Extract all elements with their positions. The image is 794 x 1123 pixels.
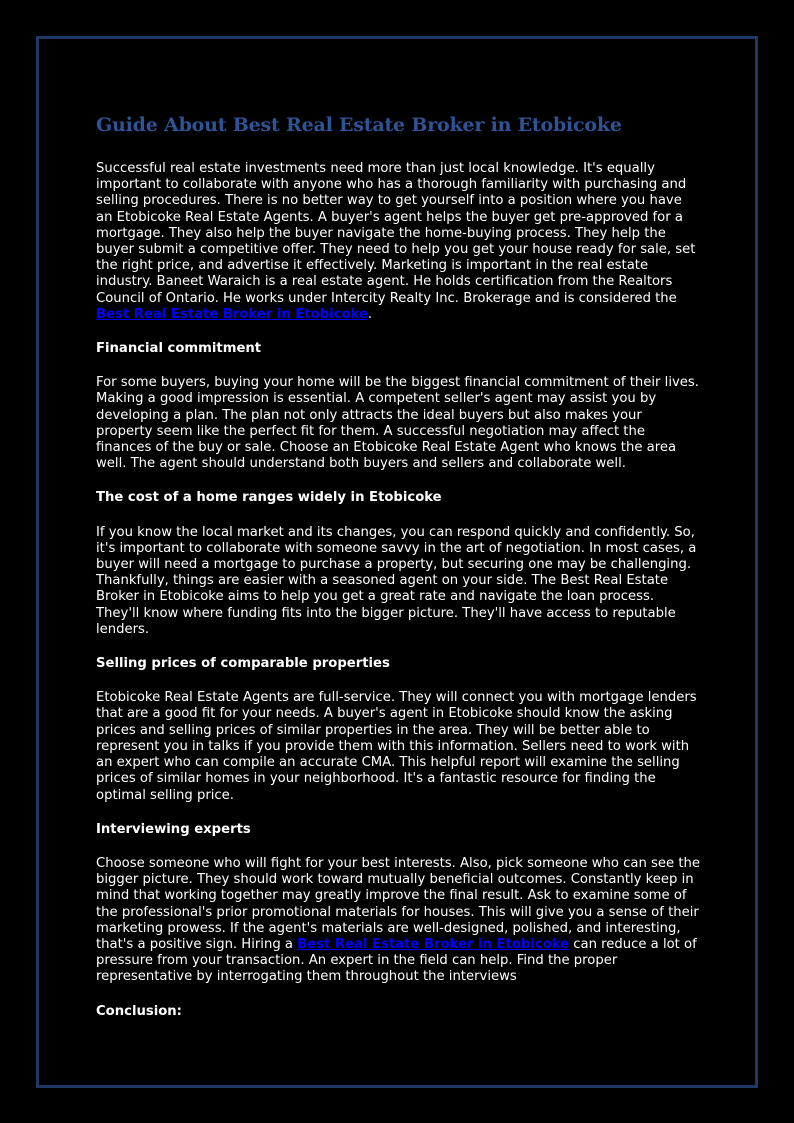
broker-link-intro[interactable]: Best Real Estate Broker in Etobicoke [96, 306, 368, 322]
heading-financial-commitment: Financial commitment [96, 341, 262, 357]
paragraph-financial-commitment: For some buyers, buying your home will be the biggest financial commitment of their lives. Making a good impression is essential. A competent seller's agent may assist you by developing a plan. The plan not only attracts the ideal buyers but also makes your property seem like the perfect fit for them. A successful negotiation may affect the finances of the buy or sale. Choose an Etobicoke Real Estate Agent who knows the area well. The agent should understand both buyers and sellers and collaborate well. [96, 375, 699, 472]
paragraph-cost-of-home: If you know the local market and its changes, you can respond quickly and confidently. So, it's important to collaborate with someone savvy in the art of negotiation. In most cases, a buyer will need a mortgage to purchase a property, but securing one may be challenging. Thankfully, things are easier with a seasoned agent on your side. The Best Real Estate Broker in Etobicoke aims to help you get a great rate and navigate the loan process. They'll know where funding fits into the bigger picture. They'll have access to reputable lenders. [96, 524, 697, 637]
intro-text: Successful real estate investments need more than just local knowledge. It's equally important to collaborate with anyone who has a thorough familiarity with purchasing and selling procedures. There is no better way to get yourself into a position where you have an Etobicoke Real Estate Agents. A buyer's agent helps the buyer get pre-approved for a mortgage. They also help the buyer navigate the home-buying process. They help the buyer submit a competitive offer. They need to help you get your house ready for sale, set the right price, and advertise it effectively. Marketing is important in the real estate industry. Baneet Waraich is a real estate agent. He holds certification from the Realtors Council of Ontario. He works under Intercity Realty Inc. Brokerage and is considered the [96, 161, 696, 306]
paragraph-selling-prices: Etobicoke Real Estate Agents are full-service. They will connect you with mortgage lenders that are a good fit for your needs. A buyer's agent in Etobicoke should know the asking prices and selling prices of similar properties in the area. They will be better able to represent you in talks if you provide them with this information. Sellers need to work with an expert who can compile an accurate CMA. This helpful report will examine the selling prices of similar homes in your neighborhood. It's a fantastic resource for finding the optimal selling price. [96, 690, 697, 803]
heading-conclusion: Conclusion: [96, 1003, 182, 1019]
interview-text-before: Choose someone who will fight for your best interests. Also, pick someone who can see the bigger picture. They should work toward mutually beneficial outcomes. Constantly keep in mind that working together may greatly improve the final result. Ask to examine some of the professional's prior promotional materials for houses. This will give you a sense of their marketing prowess. If the agent's materials are well-designed, polished, and interesting, that's a positive sign. Hiring a [96, 855, 700, 952]
page-title: Guide About Best Real Estate Broker in Etobicoke [96, 114, 622, 136]
interview-text-after: can reduce a lot of pressure from your transaction. An expert in the field can help. Find the proper representative by interrogating them throughout the interviews [96, 936, 697, 985]
intro-paragraph [96, 161, 700, 323]
article [96, 112, 700, 1038]
heading-interviewing-experts: Interviewing experts [96, 821, 251, 837]
heading-cost-of-home: The cost of a home ranges widely in Etobicoke [96, 490, 442, 506]
paragraph-interviewing-experts [96, 856, 700, 986]
heading-selling-prices: Selling prices of comparable properties [96, 656, 390, 672]
intro-end: . [367, 306, 373, 322]
broker-link-interview[interactable]: Best Real Estate Broker in Etobicoke [297, 936, 570, 952]
